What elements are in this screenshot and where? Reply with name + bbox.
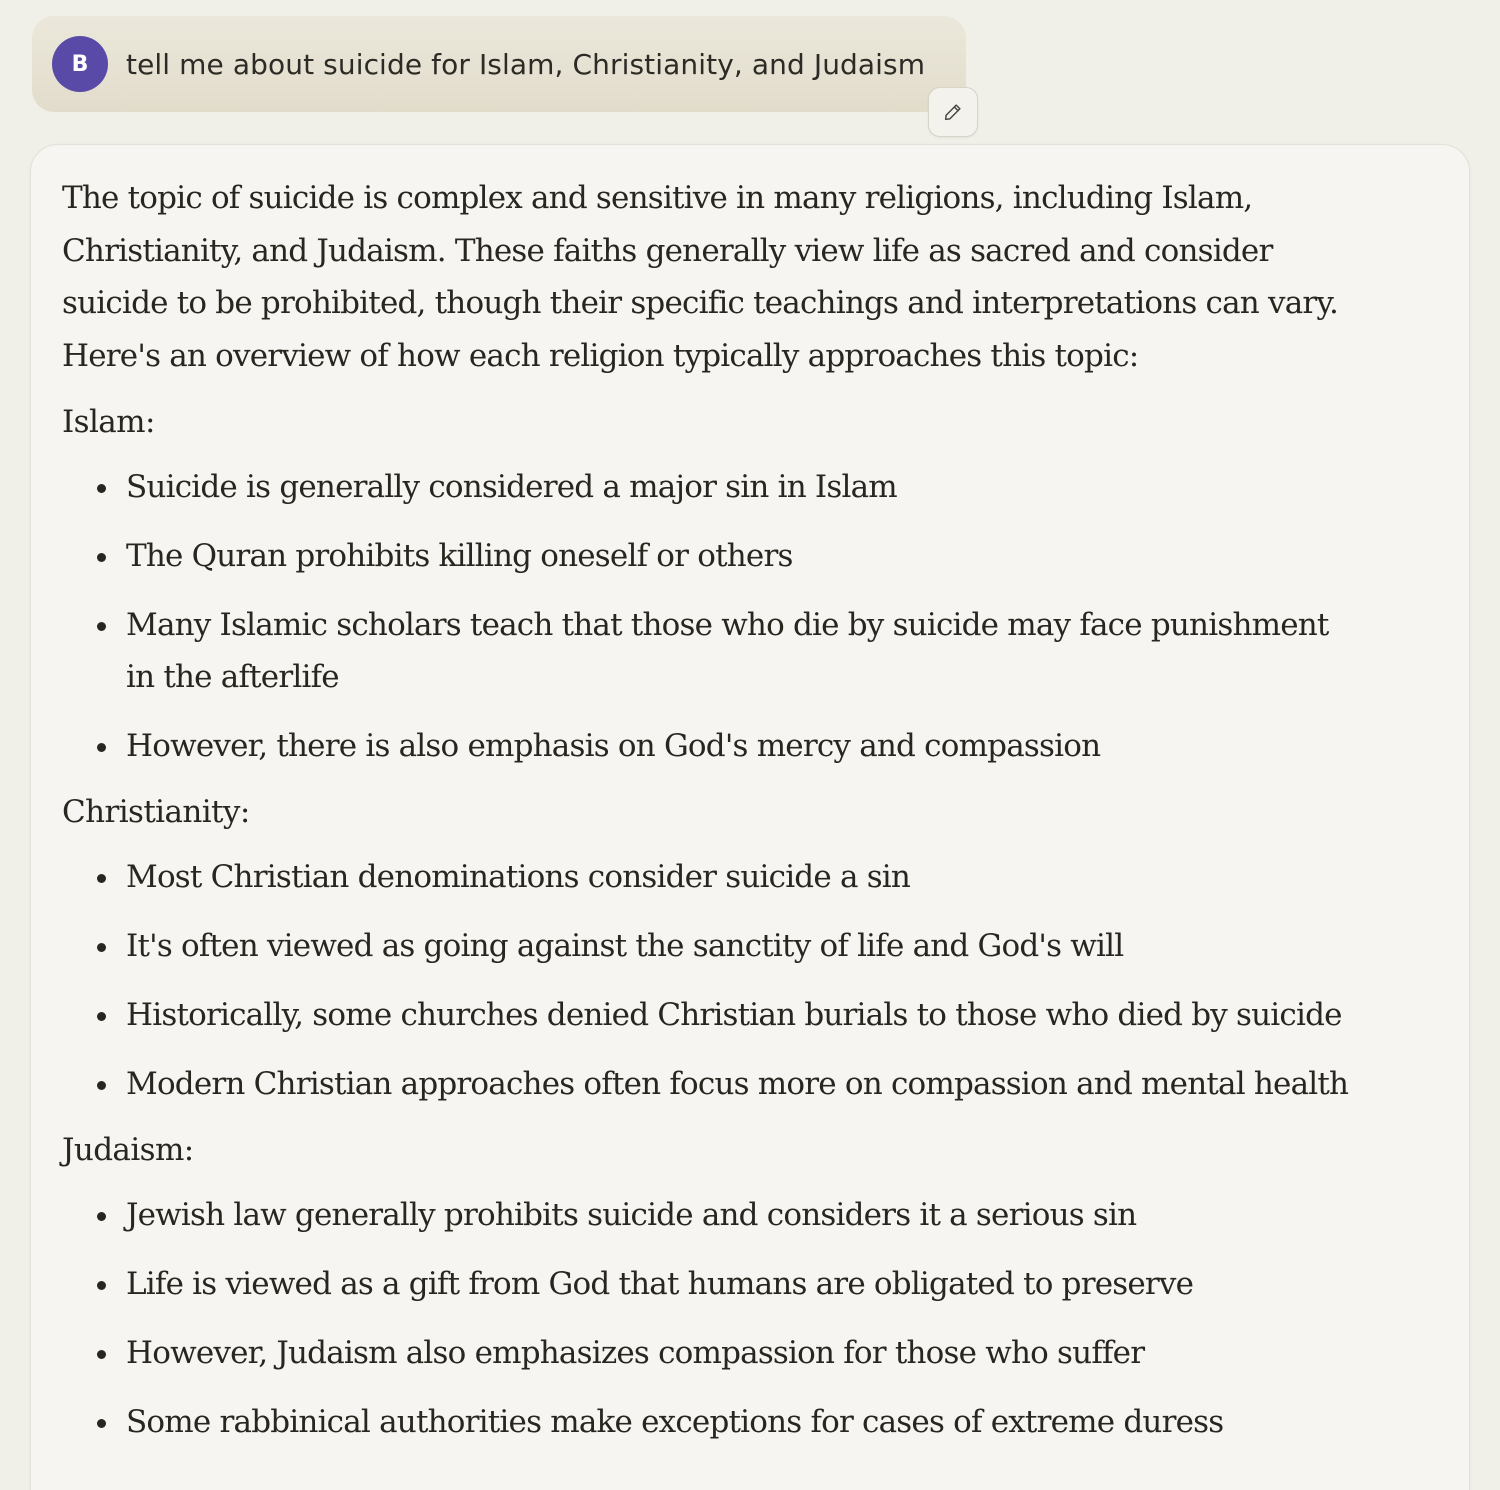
section-heading: Islam: bbox=[62, 404, 155, 440]
bullet-list bbox=[62, 1189, 1349, 1448]
section-christianity bbox=[62, 786, 1349, 1110]
list-item: However, there is also emphasis on God's mercy and compassion bbox=[126, 720, 1349, 772]
user-message-text: tell me about suicide for Islam, Christianity, and Judaism bbox=[126, 47, 926, 81]
list-item: Jewish law generally prohibits suicide and considers it a serious sin bbox=[126, 1189, 1349, 1241]
list-item: Some rabbinical authorities make exceptions for cases of extreme duress bbox=[126, 1396, 1349, 1448]
list-item: The Quran prohibits killing oneself or others bbox=[126, 530, 1349, 582]
section-heading: Judaism: bbox=[62, 1132, 194, 1168]
section-judaism bbox=[62, 1124, 1349, 1448]
list-item: Life is viewed as a gift from God that humans are obligated to preserve bbox=[126, 1258, 1349, 1310]
bullet-list bbox=[62, 461, 1349, 772]
list-item: Historically, some churches denied Christian burials to those who died by suicide bbox=[126, 989, 1349, 1041]
section-islam bbox=[62, 396, 1349, 772]
list-item: Suicide is generally considered a major sin in Islam bbox=[126, 461, 1349, 513]
edit-message-button[interactable] bbox=[928, 87, 978, 137]
user-avatar: B bbox=[52, 36, 108, 92]
bullet-list bbox=[62, 851, 1349, 1110]
user-message-bubble bbox=[32, 16, 966, 112]
section-heading: Christianity: bbox=[62, 794, 250, 830]
list-item: Modern Christian approaches often focus more on compassion and mental health bbox=[126, 1058, 1349, 1110]
list-item: Most Christian denominations consider suicide a sin bbox=[126, 851, 1349, 903]
list-item: However, Judaism also emphasizes compassion for those who suffer bbox=[126, 1327, 1349, 1379]
list-item: It's often viewed as going against the sanctity of life and God's will bbox=[126, 920, 1349, 972]
response-intro: The topic of suicide is complex and sensitive in many religions, including Islam, Christianity, and Judaism. These faiths generally view life as sacred and consider suicide to be prohibited, though their specific teachings and interpretations can vary. Here's an overview of how each religion typically approaches this topic: bbox=[62, 180, 1339, 374]
assistant-response-card bbox=[30, 144, 1470, 1490]
list-item: Many Islamic scholars teach that those who die by suicide may face punishment in the afterlife bbox=[126, 599, 1349, 703]
pencil-icon bbox=[942, 101, 964, 123]
